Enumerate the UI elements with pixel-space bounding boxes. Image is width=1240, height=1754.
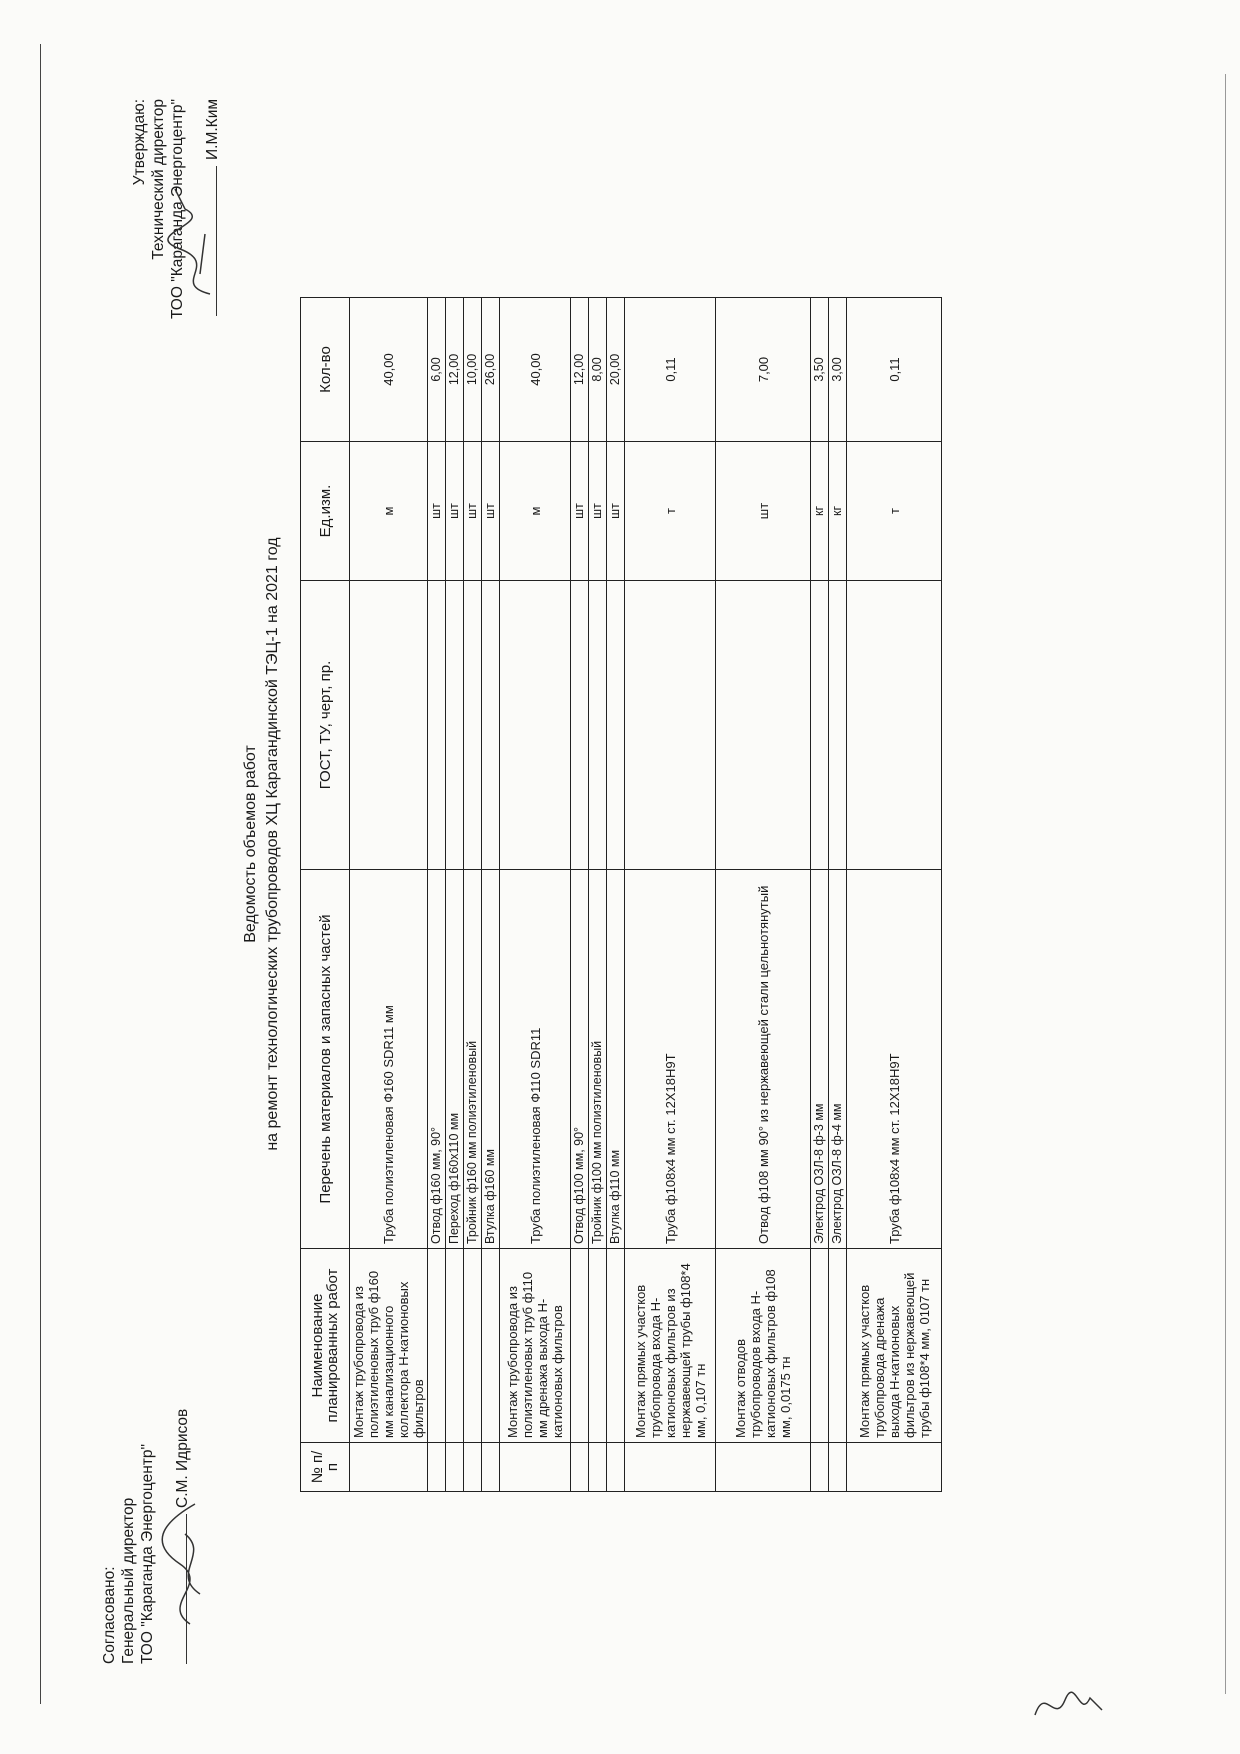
cell-gost [829, 581, 847, 870]
cell-material: Труба полиэтиленовая Ф160 SDR11 мм [350, 870, 428, 1249]
cell-gost [482, 581, 500, 870]
cell-unit: кг [829, 442, 847, 581]
cell-qty: 6,00 [428, 298, 446, 442]
cell-material: Труба ф108х4 мм ст. 12Х18Н9Т [847, 870, 942, 1249]
cell-unit: м [350, 442, 428, 581]
cell-work: Монтаж трубопровода из полиэтиленовых труб ф160 мм канализационного коллектора Н-катионовых фильтров [350, 1249, 428, 1443]
cell-num [847, 1443, 942, 1492]
header-qty: Кол-во [301, 298, 350, 442]
cell-num [464, 1443, 482, 1492]
cell-material: Тройник ф100 мм полиэтиленовый [589, 870, 607, 1249]
cell-qty: 0,11 [847, 298, 942, 442]
cell-qty: 3,50 [811, 298, 829, 442]
cell-material: Втулка ф110 мм [607, 870, 625, 1249]
cell-work [464, 1249, 482, 1443]
cell-num [811, 1443, 829, 1492]
approval-left-org: ТОО "Карагандa Энергоцентр" [139, 1443, 156, 1664]
cell-qty: 3,00 [829, 298, 847, 442]
title-line-1: Ведомость объемов работ [242, 745, 259, 943]
cell-num [500, 1443, 571, 1492]
scan-edge-top [40, 44, 41, 1704]
header-unit: Ед.изм. [301, 442, 350, 581]
approval-left-position: Генеральный директор [120, 1497, 137, 1664]
cell-unit: шт [607, 442, 625, 581]
cell-material: Переход ф160х110 мм [446, 870, 464, 1249]
cell-num [571, 1443, 589, 1492]
cell-gost [811, 581, 829, 870]
approval-right-org: ТОО "Карагандa Энергоцентр" [169, 98, 186, 319]
cell-qty: 0,11 [625, 298, 716, 442]
cell-num [607, 1443, 625, 1492]
cell-gost [571, 581, 589, 870]
cell-unit: шт [446, 442, 464, 581]
table-row [571, 298, 589, 1492]
cell-num [482, 1443, 500, 1492]
approval-right-position: Технический директор [150, 98, 167, 260]
header-num: № п/п [301, 1443, 350, 1492]
header-gost: ГОСТ, ТУ, черт, пр. [301, 581, 350, 870]
cell-qty: 8,00 [589, 298, 607, 442]
cell-gost [500, 581, 571, 870]
cell-gost [350, 581, 428, 870]
cell-material: Электрод ОЗЛ-8 ф-4 мм [829, 870, 847, 1249]
cell-work: Монтаж прямых участков трубопровода дренажа выхода Н-катионовых фильтров из нержавеющей трубы ф108*4 мм, 0107 тн [847, 1249, 942, 1443]
cell-qty: 12,00 [446, 298, 464, 442]
table-row [446, 298, 464, 1492]
cell-qty: 10,00 [464, 298, 482, 442]
cell-material: Электрод ОЗЛ-8 ф-3 мм [811, 870, 829, 1249]
table-row [607, 298, 625, 1492]
cell-work: Монтаж прямых участков трубопровода входа Н-катионовых фильтров из нержавеющей трубы ф108*4 мм, 0,107 тн [625, 1249, 716, 1443]
cell-work: Монтаж отводов трубопроводов входа Н-катионовых фильтров ф108 мм, 0,0175 тн [716, 1249, 811, 1443]
table-body [350, 298, 942, 1492]
table-row [350, 298, 428, 1492]
cell-material: Труба полиэтиленовая Ф110 SDR11 [500, 870, 571, 1249]
cell-unit: кг [811, 442, 829, 581]
cell-work [428, 1249, 446, 1443]
cell-unit: шт [716, 442, 811, 581]
approval-left-label: Согласовано: [101, 1566, 118, 1664]
table-row [625, 298, 716, 1492]
table-row [589, 298, 607, 1492]
cell-qty: 26,00 [482, 298, 500, 442]
cell-num [446, 1443, 464, 1492]
title-line-2: на ремонт технологических трубопроводов ХЦ Карагандинской ТЭЦ-1 на 2021 год [264, 537, 281, 1151]
cell-work [589, 1249, 607, 1443]
cell-material: Отвод ф108 мм 90° из нержавеющей стали цельнотянутый [716, 870, 811, 1249]
cell-unit: шт [428, 442, 446, 581]
works-table [300, 297, 942, 1492]
cell-num [625, 1443, 716, 1492]
cell-work [571, 1249, 589, 1443]
cell-qty: 7,00 [716, 298, 811, 442]
header-work: Наименование планированных работ [301, 1249, 350, 1443]
cell-qty: 40,00 [350, 298, 428, 442]
cell-work [829, 1249, 847, 1443]
header-materials: Перечень материалов и запасных частей [301, 870, 350, 1249]
initials-icon [1030, 1680, 1110, 1730]
cell-work [607, 1249, 625, 1443]
cell-num [350, 1443, 428, 1492]
cell-gost [464, 581, 482, 870]
cell-material: Отвод ф100 мм, 90° [571, 870, 589, 1249]
cell-unit: т [625, 442, 716, 581]
cell-gost [607, 581, 625, 870]
approval-left-name: С.М. Идрисов [174, 1408, 191, 1508]
cell-gost [625, 581, 716, 870]
cell-material: Отвод ф160 мм, 90° [428, 870, 446, 1249]
approval-right-name: И.М.Ким [204, 98, 221, 160]
cell-gost [716, 581, 811, 870]
cell-num [428, 1443, 446, 1492]
cell-num [589, 1443, 607, 1492]
cell-unit: т [847, 442, 942, 581]
cell-gost [589, 581, 607, 870]
cell-qty: 40,00 [500, 298, 571, 442]
table-header-row [301, 298, 350, 1492]
cell-work [482, 1249, 500, 1443]
document-title [240, 494, 284, 1194]
cell-unit: шт [482, 442, 500, 581]
table-row [829, 298, 847, 1492]
table-row [482, 298, 500, 1492]
table-row [847, 298, 942, 1492]
table-row [811, 298, 829, 1492]
cell-unit: шт [464, 442, 482, 581]
cell-work: Монтаж трубопровода из полиэтиленовых труб ф110 мм дренажа выхода Н-катионовых фильтров [500, 1249, 571, 1443]
signature-right-icon [160, 174, 230, 304]
cell-material: Труба ф108х4 мм ст. 12Х18Н9Т [625, 870, 716, 1249]
cell-work [446, 1249, 464, 1443]
cell-gost [446, 581, 464, 870]
cell-num [716, 1443, 811, 1492]
cell-unit: м [500, 442, 571, 581]
cell-unit: шт [589, 442, 607, 581]
cell-num [829, 1443, 847, 1492]
cell-qty: 12,00 [571, 298, 589, 442]
scan-edge-bottom [1225, 74, 1226, 1694]
cell-unit: шт [571, 442, 589, 581]
table-row [428, 298, 446, 1492]
cell-work [811, 1249, 829, 1443]
cell-qty: 20,00 [607, 298, 625, 442]
cell-material: Втулка ф160 мм [482, 870, 500, 1249]
cell-gost [428, 581, 446, 870]
table-row [464, 298, 482, 1492]
approval-right-label: Утверждаю: [131, 98, 148, 186]
table-row [500, 298, 571, 1492]
table-row [716, 298, 811, 1492]
cell-material: Тройник ф160 мм полиэтиленовый [464, 870, 482, 1249]
cell-gost [847, 581, 942, 870]
signature-left-icon [150, 1474, 220, 1634]
